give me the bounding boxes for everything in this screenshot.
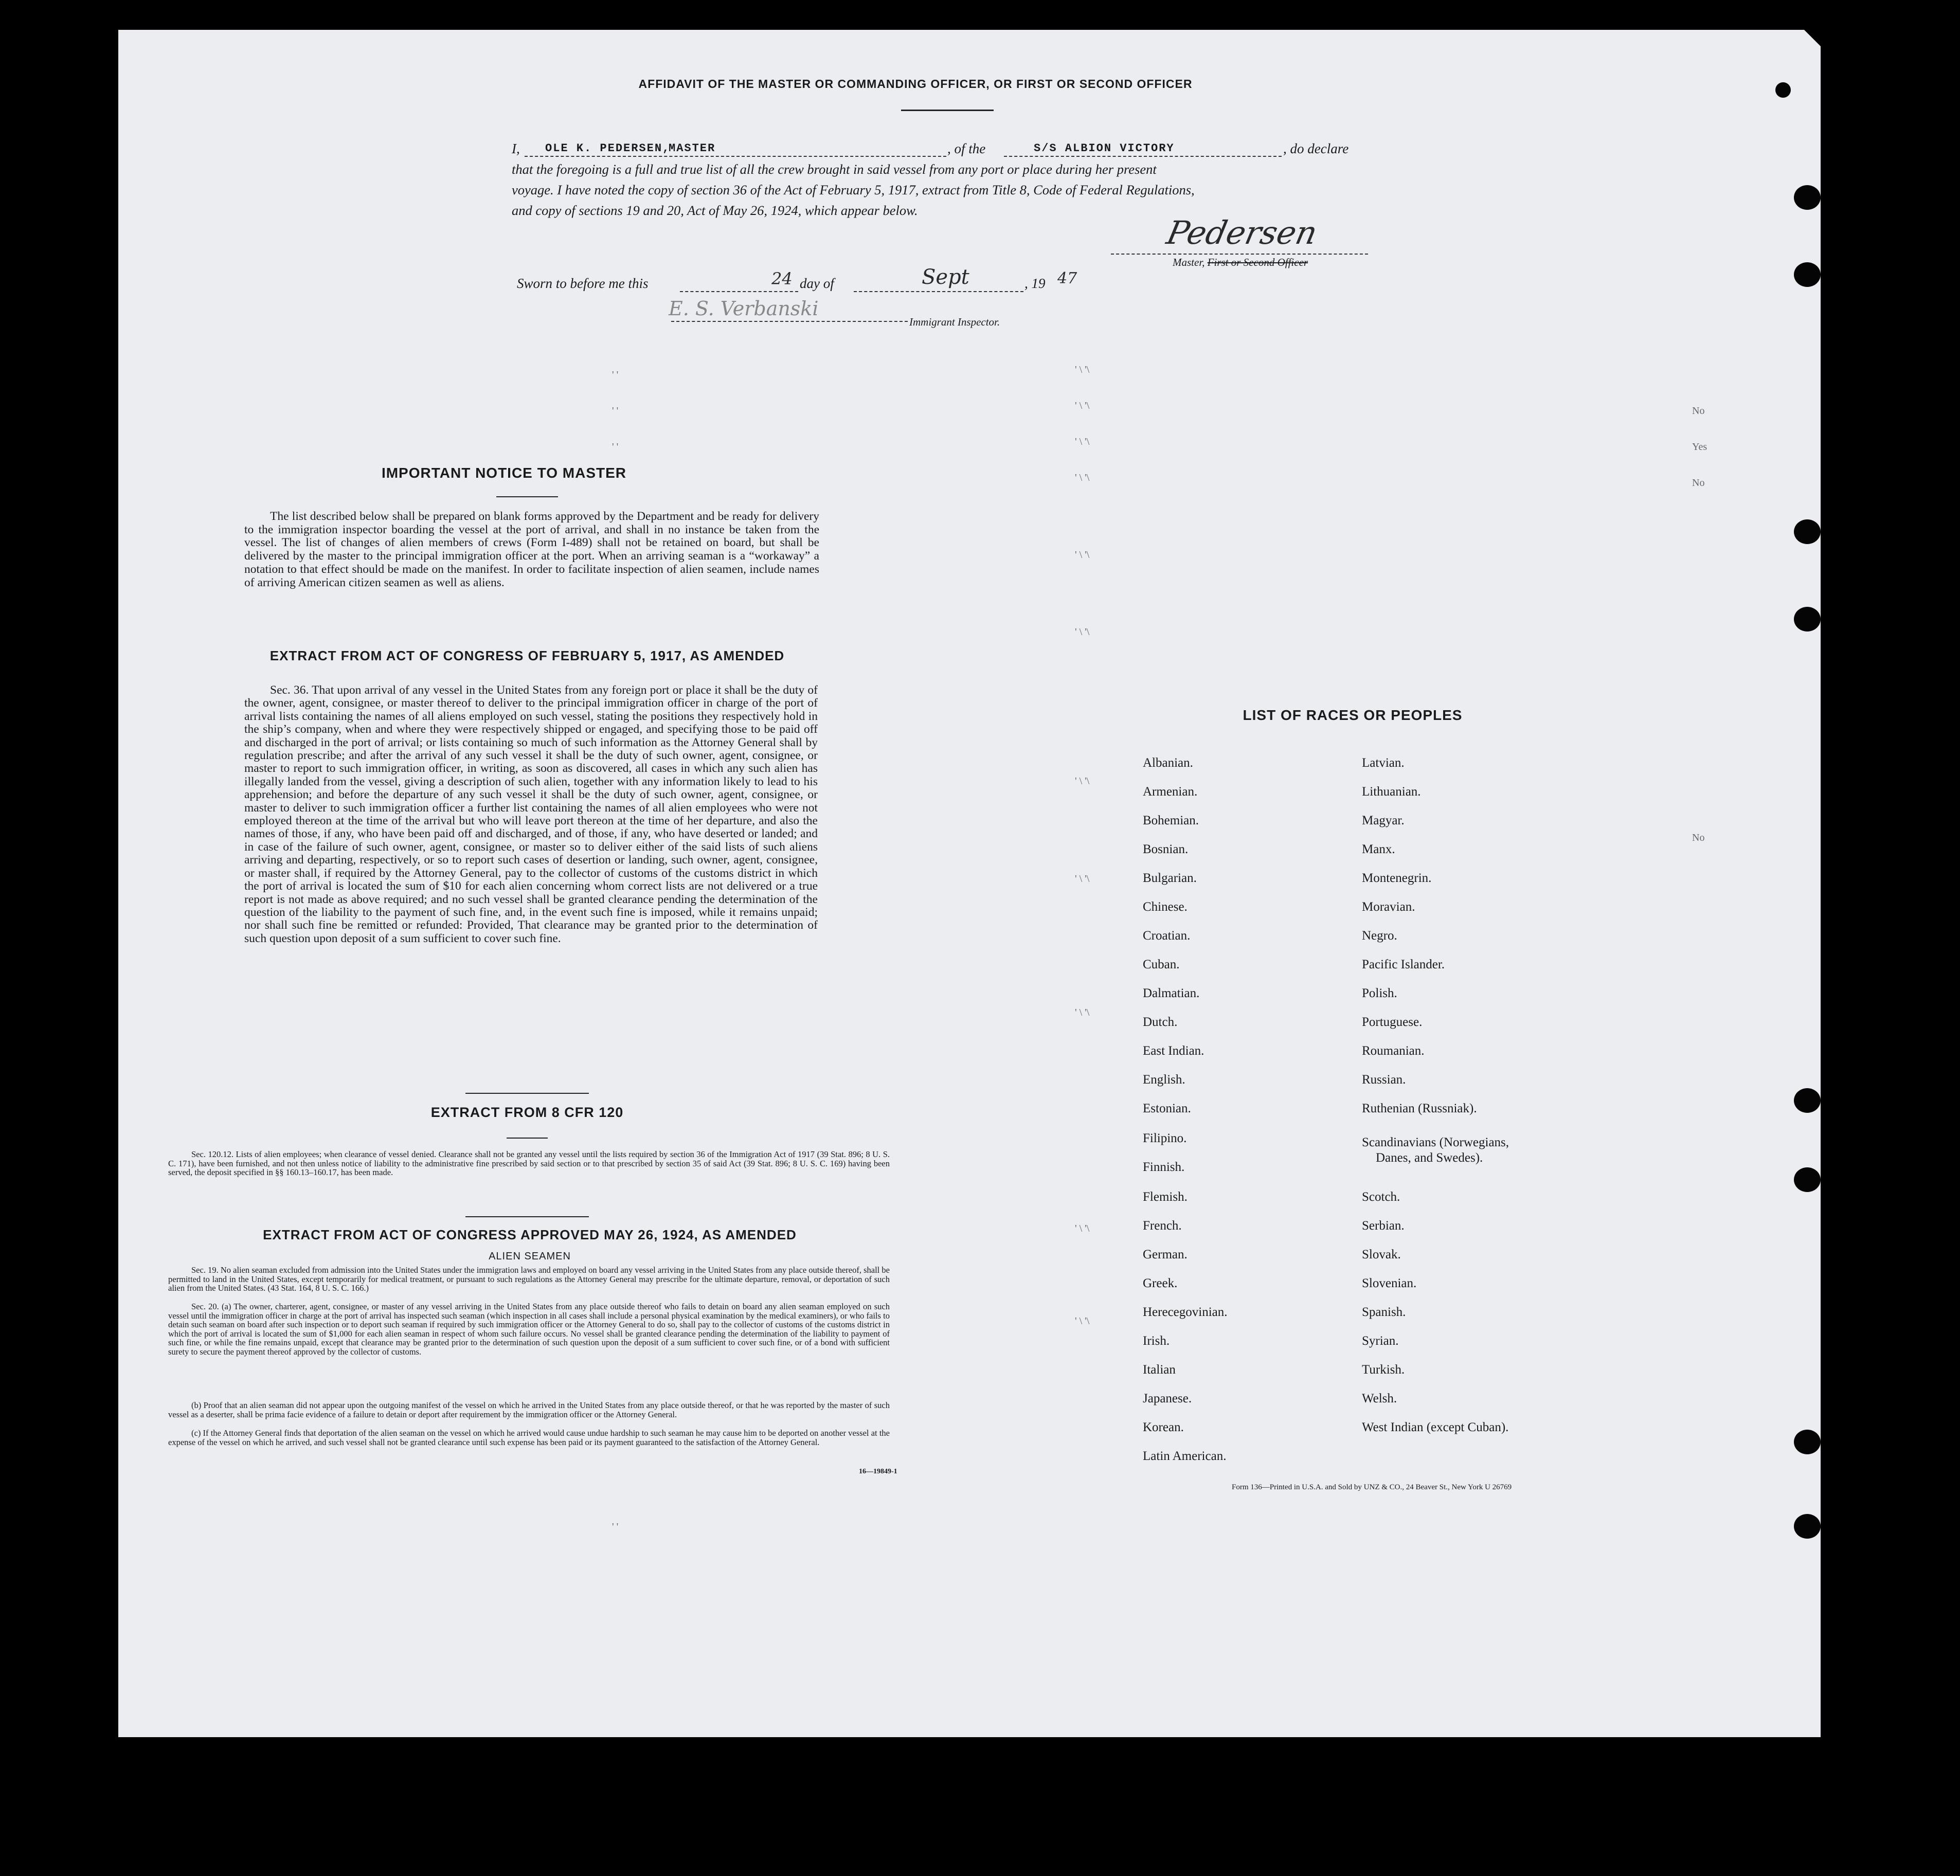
- extract-cfr-text: Sec. 120.12. Lists of alien employees; when clearance of vessel denied. Clearance shall not be granted any vessel until the lists required by section 36 of the Immigration Act of 1917 (39 Stat. 896; 8 U. S. C. 171), have been furnished, and not then unless notice of liability to the administrative fine prescribed by said section or to that prescribed by section 35 of said Act (39 Stat. 896; 8 U. S. C. 169) having been served, the deposit specified in §§ 160.13–160.17, has been made.: [168, 1149, 890, 1177]
- punch-hole: [1794, 262, 1821, 287]
- extract-1917-text: Sec. 36. That upon arrival of any vessel in the United States from any foreign port or place it shall be the duty of the owner, agent, consignee, or master thereof to deliver to the principal immigration officer in charge of the port of arrival lists containing the names of all aliens employed on such vessel, stating the positions they respectively hold in the ship’s company, when and where they were respectively shipped or engaged, and specifying those to be paid off and discharged in the port of arrival; or lists containing so much of such information as the Attorney General shall by regulation prescribe; and after the arrival of any such vessel it shall be the duty of such owner, agent, consignee, or master to report to such immigration officer, in writing, as soon as discovered, all cases in which any such alien has illegally landed from the vessel, giving a description of such alien, together with any information likely to lead to his apprehension; and before the departure of any such vessel it shall be the duty of such owner, agent, consignee, or master to deliver to such immigration officer a further list containing the names of all alien employees who were not employed thereon at the time of the arrival but who will leave port thereon at the time of her departure, and also the names of those, if any, who have been paid off and discharged, and of those, if any, who have deserted or landed; and in case of the failure of such owner, agent, consignee, or master so to deliver either of the said lists of such aliens arriving and departing, respectively, or so to report such cases of desertion or landing, such owner, agent, consignee, or master shall, if required by the Attorney General, pay to the collector of customs of the customs district in which the port of arrival is located the sum of $10 for each alien concerning whom correct lists are not delivered or a true report is not made as above required; and no such vessel shall be granted clearance pending the determination of the question of the liability to the payment of such fine, and, in the event such fine is imposed, while it remains unpaid; nor shall such fine be remitted or refunded: Provided, That clearance may be granted prior to the determination of such question upon deposit of a sum sufficient to cover such fine.: [244, 683, 818, 945]
- extract-cfr-heading: EXTRACT FROM 8 CFR 120: [430, 1105, 624, 1120]
- signature-title-master: Master,: [1173, 256, 1205, 268]
- race-item: Latvian.: [1362, 756, 1405, 770]
- vessel-name: S/S ALBION VICTORY: [1034, 142, 1175, 155]
- punch-hole: [1794, 607, 1821, 632]
- notice-heading: IMPORTANT NOTICE TO MASTER: [381, 465, 627, 481]
- extract-1924-sec20c: (c) If the Attorney General finds that deportation of the alien seaman on the vessel on which he arrived would cause undue hardship to such seaman he may cause him to be deported on another vessel at the expense of the vessel on which he arrived, and such vessel shall not be granted clearance until such expense has been paid or its payment guaranteed to the satisfaction of the Attorney General.: [168, 1428, 890, 1447]
- document-page: AFFIDAVIT OF THE MASTER OR COMMANDING OFFICER, OR FIRST OR SECOND OFFICER I, OLE K. PEDERSEN, MASTER , of the S/S ALBION VICTORY , do declare that the foregoing is a full and true list of all the crew brought in said vessel from any port or place during her present voyage. I have noted the copy of section 36 of the Act of February 5, 1917, extract from Title 8, Code of Federal Regulations, and copy of sections 19 and 20, Act of May 26, 1924, which appear below. Pedersen Master, First or Second Officer Sworn to before me this 24 day of Sept , 19 47 E. S. Verbanski Immigrant Inspector. IMPORTANT NOTICE TO MASTER The list described below shall be prepared on blank forms approved by the Department and be ready for delivery to the immigration inspector boarding the vessel at the port of arrival, and shall in no instance be taken from the vessel. The list of changes of alien members of crews (Form I-489) shall not be retained on board, but shall be delivered by the master to the principal immigration officer at the port. When an arriving seaman is a “workaway” a notation to that effect should be made on the manifest. In order to facilitate inspection of alien seamen, include names of arriving American citizen seamen as well as aliens. EXTRACT FROM ACT OF CONGRESS OF FEBRUARY 5, 1917, AS AMENDED Sec. 36. That upon arrival of any vessel in the United States from any foreign port or place it shall be the duty of the owner, agent, consignee, or master thereof to deliver to the principal immigration officer in charge of the port of arrival lists containing the names of all aliens employed on such vessel, stating the positions they respectively hold in the ship’s company, when and where they were respectively shipped or engaged, and specifying those to be paid off and discharged in the port of arrival; or lists containing so much of such information as the Attorney General shall by regulation prescribe; and after the arrival of any such vessel it shall be the duty of such owner, agent, consignee, or master to report to such immigration officer, in writing, as soon as discovered, all cases in which any such alien has illegally landed from the vessel, giving a description of such alien, together with any information likely to lead to his apprehension; and before the departure of any such vessel it shall be the duty of such owner, agent, consignee, or master to deliver to such immigration officer a further list containing the names of all alien employees who were not employed thereon at the time of the arrival but who will leave port thereon at the time of her departure, and also the names of those, if any, who have been paid off and discharged, and of those, if any, who have deserted or landed; and in case of the failure of such owner, agent, consignee, or master so to deliver either of the said lists of such aliens arriving and departing, respectively, or so to report such cases of desertion or landing, such owner, agent, consignee, or master shall, if required by the Attorney General, pay to the collector of customs of the customs district in which the port of arrival is located the sum of $10 for each alien concerning whom correct lists are not delivered or a true report is not made as above required; and no such vessel shall be granted clearance pending the determination of the question of the liability to the payment of such fine, and, in the event such fine is imposed, while it remains unpaid; nor shall such fine be remitted or refunded: Provided, That clearance may be granted prior to the determination of such question upon deposit of a sum sufficient to cover such fine. EXTRACT FROM 8 CFR 120 Sec. 120.12. Lists of alien employees; when clearance of vessel denied. Clearance shall not be granted any vessel until the lists required by section 36 of the Immigration Act of 1917 (39 Stat. 896; 8 U. S. C. 171), have been furnished, and not then unless notice of liability to the administrative fine prescribed by said section or to that prescribed by section 35 of said Act (39 Stat. 896; 8 U. S. C. 169) having been served, the deposit specified in §§ 160.13–160.17, has been made. EXTRACT FROM ACT OF CONGRESS APPROVED MAY 26, 1924, AS AMENDED ALIEN SEAMEN Sec. 19. No alien seaman excluded from admission into the United States under the immigration laws and employed on board any vessel arriving in the United States from any place outside thereof, shall be permitted to land in the United States, except temporarily for medical treatment, or pursuant to such regulations as the Attorney General may prescribe for the ultimate departure, removal, or deportation of such alien from the United States. (43 Stat. 164, 8 U. S. C. 166.) Sec. 20. (a) The owner, charterer, agent, consignee, or master of any vessel arriving in the United States from any place outside thereof who fails to detain on board any alien seaman employed on such vessel until the immigration officer in charge at the port of arrival has inspected such seaman (which inspection in all cases shall include a personal physical examination by the medical examiners), or who fails to detain such seaman on board after such inspection or to deport such seaman if required by such immigration officer or the Attorney General to do so, shall pay to the collector of customs of the customs district in which the port of arrival is located the sum of $1,000 for each alien seaman in respect of whom such failure occurs. No vessel shall be granted clearance pending the determination of the liability to payment of such fine, or while the fine remains unpaid, except that clearance may be granted prior to the determination of such question upon the deposit of a sum sufficient to cover such fine, or of a bond with sufficient surety to secure the payment thereof approved by the collector of customs. (b) Proof that an alien seaman did not appear upon the outgoing manifest of the vessel on which he arrived in the United States from any place outside thereof, or that he was reported by the master of such vessel as a deserter, shall be prima facie evidence of a failure to detain or deport after requirement by the immigration officer or the Attorney General. (c) If the Attorney General finds that deportation of the alien seaman on the vessel on which he arrived would cause undue hardship to such seaman he may cause him to be deported on another vessel at the expense of the vessel on which he arrived, and such vessel shall not be granted clearance until such expense has been paid or its payment guaranteed to the satisfaction of the Attorney General. 16—19849-1 LIST OF RACES OR PEOPLES Albanian. Armenian. Bohemian. Bosnian. Bulgarian. Chinese. Croatian. Cuban. Dalmatian. Dutch. East Indian. English. Estonian. Filipino. Finnish. Flemish. French. German. Greek. Herecegovinian. Irish. Italian Japanese. Korean. Latin American. Latvian. Lithuanian. Magyar. Manx. Montenegrin. Moravian. Negro. Pacific Islander. Polish. Portuguese. Roumanian. Russian. Ruthenian (Russniak). Scandinavians (Norwegians, Danes, and Swedes). Scotch. Serbian. Slovak. Slovenian. Spanish. Syrian. Turkish. Welsh. West Indian (except Cuban). Form 136—Printed in U.S.A. and Sold by UNZ & CO., 24 Beaver St., New York U 26769 ' \ '\ ' \ '\ ' \ '\ ' \ '\ ' \ '\ ' \ '\ ' \ '\ ' \ '\ ' \ '\ ' \ '\ ' \ '\ ' ' ' ' ' ' ' ' No Yes No No: [118, 30, 1821, 1737]
- race-item: Dalmatian.: [1143, 986, 1200, 1000]
- race-item: Albanian.: [1143, 756, 1193, 770]
- race-item: Korean.: [1143, 1420, 1184, 1434]
- sworn-text: Sworn to before me this: [517, 276, 649, 291]
- race-item: Montenegrin.: [1362, 871, 1432, 885]
- signature-underline: [1111, 254, 1368, 255]
- race-item: Manx.: [1362, 842, 1395, 856]
- extract-1924-sec19: Sec. 19. No alien seaman excluded from admission into the United States under the immigration laws and employed on board any vessel arriving in the United States from any place outside thereof, shall be permitted to land in the United States, except temporarily for medical treatment, or pursuant to such regulations as the Attorney General may prescribe for the ultimate departure, removal, or deportation of such alien from the United States. (43 Stat. 164, 8 U. S. C. 166.): [168, 1265, 890, 1293]
- punch-hole: [1794, 1167, 1821, 1192]
- extract-1924-code: 16—19849-1: [859, 1468, 897, 1475]
- inspector-underline: [671, 321, 908, 322]
- race-item: Bosnian.: [1143, 842, 1189, 856]
- declaration-prefix: I,: [512, 141, 520, 156]
- race-item: Polish.: [1362, 986, 1397, 1000]
- notice-text: The list described below shall be prepared on blank forms approved by the Department and be ready for delivery to the immigration inspector boarding the vessel at the port of arrival, and shall in no instance be taken from the vessel. The list of changes of alien members of crews (Form I-489) shall not be retained on board, but shall be delivered by the master to the principal immigration officer at the port. When an arriving seaman is a “workaway” a notation to that effect should be made on the manifest. In order to facilitate inspection of alien seamen, include names of arriving American citizen seamen as well as aliens.: [244, 510, 819, 589]
- do-declare-text: , do declare: [1283, 141, 1349, 156]
- declaration-line-2: that the foregoing is a full and true list of all the crew brought in said vessel from any port or place during her present: [512, 161, 1157, 177]
- race-item: Russian.: [1362, 1073, 1406, 1087]
- race-item: Lithuanian.: [1362, 785, 1421, 799]
- declaration-line-3: voyage. I have noted the copy of section 36 of the Act of February 5, 1917, extract from Title 8, Code of Federal Regulations,: [512, 182, 1195, 197]
- notice-rule: [496, 496, 558, 497]
- affidavit-title: AFFIDAVIT OF THE MASTER OR COMMANDING OFFICER, OR FIRST OR SECOND OFFICER: [638, 77, 1193, 91]
- extract-1924-sec20b: (b) Proof that an alien seaman did not appear upon the outgoing manifest of the vessel on which he arrived in the United States from any place outside thereof, or that he was reported by the master of such vessel as a deserter, shall be prima facie evidence of a failure to detain or deport after requirement by the immigration officer or the Attorney General.: [168, 1400, 890, 1419]
- punch-hole: [1794, 519, 1821, 544]
- race-item: Chinese.: [1143, 900, 1188, 914]
- extract-1924-subheading: ALIEN SEAMEN: [489, 1251, 571, 1262]
- master-rank: MASTER: [669, 142, 716, 155]
- race-item: Japanese.: [1143, 1392, 1192, 1405]
- vessel-underline: [1004, 156, 1282, 157]
- extract-1924-sec20a: Sec. 20. (a) The owner, charterer, agent, consignee, or master of any vessel arriving in the United States from any place outside thereof who fails to detain on board any alien seaman employed on such vessel until the immigration officer in charge at the port of arrival has inspected such seaman (which inspection in all cases shall include a personal physical examination by the medical examiners), or who fails to detain such seaman on board after such inspection or to deport such seaman if required by such immigration officer or the Attorney General to do so, shall pay to the collector of customs of the customs district in which the port of arrival is located the sum of $1,000 for each alien seaman in respect of whom such failure occurs. No vessel shall be granted clearance pending the determination of the liability to payment of such fine, or while the fine remains unpaid, except that clearance may be granted prior to the determination of such question upon the deposit of a sum sufficient to cover such fine, or of a bond with sufficient surety to secure the payment thereof approved by the collector of customs.: [168, 1302, 890, 1357]
- race-item: Portuguese.: [1362, 1015, 1423, 1029]
- signature-title: [1173, 256, 1308, 269]
- master-signature: Pedersen: [1163, 214, 1321, 251]
- inspector-signature: E. S. Verbanski: [669, 297, 819, 320]
- race-item: Moravian.: [1362, 900, 1415, 914]
- punch-hole: [1794, 1514, 1821, 1539]
- signature-title-struck: First or Second Officer: [1207, 256, 1308, 268]
- title-rule: [901, 110, 994, 111]
- race-item: Pacific Islander.: [1362, 958, 1445, 971]
- inspector-title: Immigrant Inspector.: [909, 316, 1000, 328]
- race-item: Greek.: [1143, 1276, 1178, 1290]
- race-item: Syrian.: [1362, 1334, 1399, 1348]
- race-item: Filipino.: [1143, 1131, 1187, 1145]
- sworn-day: 24: [771, 269, 793, 288]
- race-item: Scandinavians (Norwegians,: [1362, 1135, 1509, 1149]
- race-item: Latin American.: [1143, 1449, 1227, 1463]
- extract-1917-heading: EXTRACT FROM ACT OF CONGRESS OF FEBRUARY 5, 1917, AS AMENDED: [269, 648, 785, 663]
- race-item: Turkish.: [1362, 1363, 1405, 1377]
- extract-1924-heading: EXTRACT FROM ACT OF CONGRESS APPROVED MAY 26, 1924, AS AMENDED: [263, 1227, 797, 1242]
- race-item: Roumanian.: [1362, 1044, 1425, 1058]
- race-item: Armenian.: [1143, 785, 1198, 799]
- race-item: Welsh.: [1362, 1392, 1397, 1405]
- master-name: OLE K. PEDERSEN,: [545, 142, 671, 155]
- day-of-text: day of: [800, 276, 834, 291]
- sworn-day-underline: [680, 291, 798, 292]
- race-item: Herecegovinian.: [1143, 1305, 1228, 1319]
- race-item: German.: [1143, 1248, 1188, 1261]
- race-item: Bulgarian.: [1143, 871, 1197, 885]
- race-item: Irish.: [1143, 1334, 1170, 1348]
- races-heading: LIST OF RACES OR PEOPLES: [1243, 707, 1463, 723]
- race-item: West Indian (except Cuban).: [1362, 1420, 1509, 1434]
- race-item: Flemish.: [1143, 1190, 1188, 1204]
- race-item: Estonian.: [1143, 1102, 1191, 1115]
- cfr-top-rule: [465, 1093, 589, 1094]
- form-footer: Form 136—Printed in U.S.A. and Sold by UNZ & CO., 24 Beaver St., New York U 26769: [1232, 1483, 1512, 1491]
- sworn-year: 47: [1057, 269, 1077, 287]
- race-item: East Indian.: [1143, 1044, 1204, 1058]
- race-item: English.: [1143, 1073, 1185, 1087]
- punch-hole: [1794, 1430, 1821, 1454]
- punch-hole: [1794, 1088, 1821, 1113]
- name-underline: [525, 156, 946, 157]
- sworn-month-underline: [854, 291, 1023, 292]
- punch-hole: [1775, 82, 1791, 98]
- race-item: French.: [1143, 1219, 1182, 1233]
- race-item: Finnish.: [1143, 1160, 1185, 1174]
- race-item: Croatian.: [1143, 929, 1191, 943]
- cfr-heading-rule: [507, 1138, 548, 1139]
- race-item: Italian: [1143, 1363, 1176, 1377]
- of-the-text: , of the: [947, 141, 986, 156]
- race-item: Dutch.: [1143, 1015, 1178, 1029]
- race-item: Magyar.: [1362, 814, 1405, 827]
- race-item: Danes, and Swedes).: [1376, 1151, 1483, 1165]
- race-item: Spanish.: [1362, 1305, 1406, 1319]
- 1924-top-rule: [465, 1216, 589, 1217]
- year-prefix: , 19: [1024, 276, 1046, 291]
- declaration-line-4: and copy of sections 19 and 20, Act of May 26, 1924, which appear below.: [512, 203, 918, 218]
- race-item: Serbian.: [1362, 1219, 1405, 1233]
- race-item: Bohemian.: [1143, 814, 1199, 827]
- race-item: Slovak.: [1362, 1248, 1401, 1261]
- race-item: Ruthenian (Russniak).: [1362, 1102, 1477, 1115]
- sworn-month: Sept: [922, 265, 969, 289]
- race-item: Negro.: [1362, 929, 1397, 943]
- race-item: Cuban.: [1143, 958, 1180, 971]
- race-item: Slovenian.: [1362, 1276, 1417, 1290]
- punch-hole: [1794, 185, 1821, 210]
- race-item: Scotch.: [1362, 1190, 1400, 1204]
